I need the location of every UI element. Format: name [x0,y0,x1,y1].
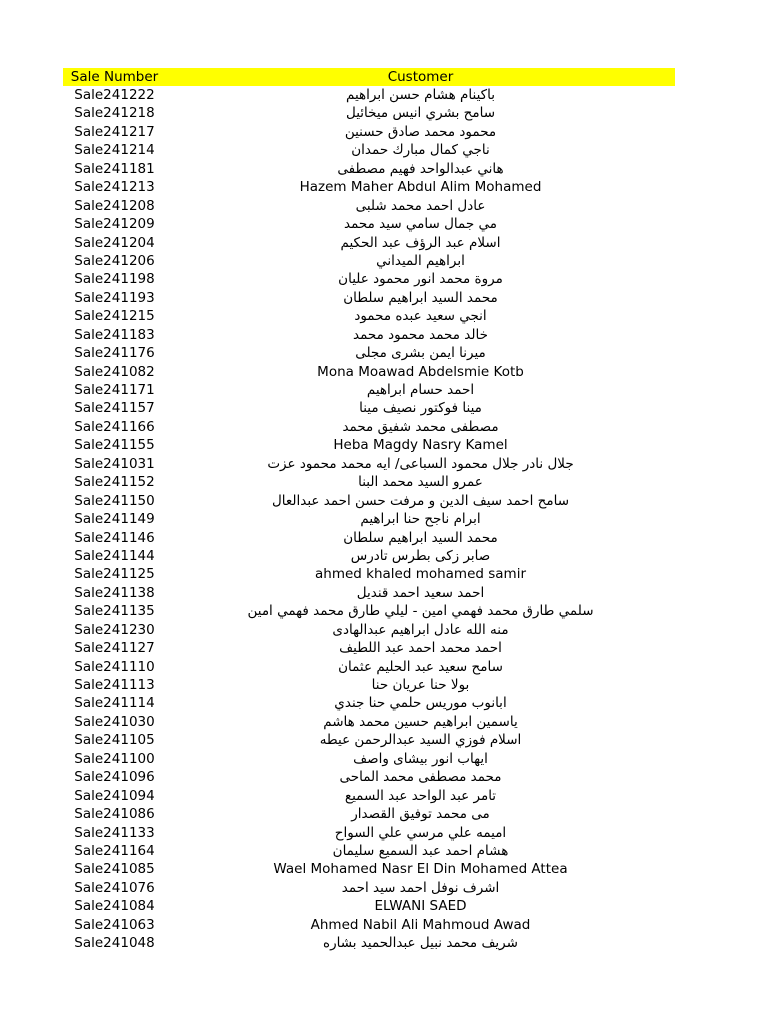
sale-number-cell: Sale241031 [74,455,155,472]
customer-cell: محمد السيد ابراهيم سلطان [343,289,498,306]
customer-cell: ELWANI SAED [374,898,467,915]
customer-cell: بولا حنا عريان حنا [371,677,470,693]
sale-number-cell: Sale241149 [74,511,155,528]
sale-number-cell: Sale241113 [74,677,155,693]
customer-cell: شريف محمد نبيل عبدالحميد بشاره [323,935,518,952]
table-row [63,289,675,307]
customer-cell: ناجي كمال مبارك حمدان [351,142,490,159]
customer-cell: عادل احمد محمد شلبى [355,197,486,214]
customer-cell: Ahmed Nabil Ali Mahmoud Awad [310,916,531,933]
table-row [63,879,675,897]
sale-number-cell: Sale241193 [74,289,155,306]
table-row [63,399,675,417]
customer-cell: انجي سعيد عبده محمود [354,308,487,325]
table-row [63,473,675,491]
customer-cell: هاني عبدالواحد فهيم مصطفى [337,160,504,177]
sale-number-cell: Sale241171 [74,382,155,398]
table-row [63,768,675,786]
table-row [63,916,675,934]
customer-cell: مى محمد توفيق القصدار [351,806,490,823]
sale-number-cell: Sale241217 [74,123,155,140]
sale-number-cell: Sale241138 [74,584,155,601]
customer-cell: مصطفى محمد شفيق محمد [342,418,499,435]
sale-number-cell: Sale241181 [74,160,155,177]
sale-number-cell: Sale241164 [74,842,155,859]
table-row [63,363,675,381]
customer-cell: Mona Moawad Abdelsmie Kotb [317,363,524,380]
table-row [63,197,675,215]
table-row [63,897,675,915]
sale-number-cell: Sale241150 [74,492,155,509]
customer-cell: Hazem Maher Abdul Alim Mohamed [299,179,542,196]
table-row [63,529,675,547]
sale-number-cell: Sale241096 [74,769,155,786]
customer-cell: احمد سعيد احمد قنديل [356,584,485,601]
customer-cell: احمد حسام ابراهيم [366,382,475,398]
table-row [63,141,675,159]
customer-cell: محمد السيد ابراهيم سلطان [343,529,498,546]
table-row [63,934,675,952]
sale-number-cell: Sale241198 [74,271,155,288]
table-row [63,326,675,344]
table-row [63,676,675,694]
table-row [63,860,675,878]
table-row [63,178,675,196]
table-row [63,694,675,712]
customer-cell: تامر عبد الواحد عبد السميع [344,787,497,804]
table-row [63,436,675,454]
customer-cell: سلمي طارق محمد فهمي امين - ليلي طارق محمد فهمي امين [247,603,594,620]
customer-cell: اشرف نوفل احمد سيد احمد [341,879,500,896]
table-row [63,713,675,731]
sale-number-cell: Sale241209 [74,216,155,233]
customer-cell: ابانوب موريس حلمي حنا جندي [334,695,507,712]
sale-number-cell: Sale241110 [74,658,155,675]
customer-cell: ابراهيم الميداني [376,252,465,269]
table-row [63,602,675,620]
sale-number-cell: Sale241176 [74,345,155,362]
sale-number-cell: Sale241082 [74,363,155,380]
customer-cell: منه الله عادل ابراهيم عبدالهادى [332,621,509,638]
customer-cell: عمرو السيد محمد البنا [358,474,483,491]
table-row [63,787,675,805]
table-row [63,510,675,528]
sale-number-cell: Sale241084 [74,898,155,915]
table-row [63,86,675,104]
customer-cell: ميرنا ايمن بشرى مجلى [355,345,486,362]
sale-number-cell: Sale241076 [74,879,155,896]
customer-cell: ابرام ناجح حنا ابراهيم [360,511,481,528]
sale-number-cell: Sale241155 [74,437,155,454]
sale-number-cell: Sale241086 [74,806,155,823]
customer-header: Customer [387,69,454,85]
customer-cell: اسلام فوزي السيد عبدالرحمن عيطه [319,732,522,749]
sale-number-cell: Sale241206 [74,252,155,269]
sale-number-cell: Sale241166 [74,418,155,435]
customer-cell: باكينام هشام حسن ابراهيم [346,87,495,103]
sale-number-cell: Sale241144 [74,547,155,564]
table-row [63,104,675,122]
sale-number-cell: Sale241114 [74,695,155,712]
customer-cell: ياسمين ابراهيم حسين محمد هاشم [323,713,518,730]
sale-number-cell: Sale241215 [74,308,155,325]
sale-number-cell: Sale241230 [74,621,155,638]
table-row [63,658,675,676]
sale-number-cell: Sale241133 [74,824,155,841]
table-row [63,621,675,639]
table-header-row [63,68,675,86]
table-row [63,824,675,842]
sale-number-cell: Sale241063 [74,916,155,933]
sale-number-cell: Sale241157 [74,400,155,417]
customer-cell: خالد محمد محمود محمد [353,326,488,343]
customer-cell: اميمه علي مرسي علي السواح [334,824,507,841]
sale-number-cell: Sale241183 [74,326,155,343]
sale-number-cell: Sale241048 [74,935,155,952]
customer-cell: سامح بشري انيس ميخائيل [345,105,496,122]
sale-number-cell: Sale241218 [74,105,155,122]
sale-number-cell: Sale241135 [74,603,155,620]
sale-number-cell: Sale241214 [74,142,155,159]
sale-number-cell: Sale241085 [74,861,155,878]
customer-cell: اسلام عبد الرؤف عبد الحكيم [340,234,501,251]
table-row [63,639,675,657]
sale-number-cell: Sale241213 [74,179,155,196]
customer-cell: هشام احمد عبد السميع سليمان [332,842,509,859]
table-row [63,270,675,288]
sale-number-cell: Sale241125 [74,566,155,583]
table-row [63,307,675,325]
table-row [63,842,675,860]
sale-number-cell: Sale241127 [74,640,155,657]
table-row [63,750,675,768]
sale-number-cell: Sale241208 [74,197,155,214]
table-row [63,805,675,823]
table-body [63,86,675,953]
customer-cell: سامح احمد سيف الدين و مرفت حسن احمد عبدالعال [271,492,570,509]
sale-number-cell: Sale241030 [74,713,155,730]
table-row [63,455,675,473]
customer-cell: صابر زكى بطرس تادرس [350,547,491,564]
table-row [63,565,675,583]
table-row [63,418,675,436]
sale-number-cell: Sale241152 [74,474,155,491]
customer-cell: مينا فوكتور نصيف مينا [359,400,482,417]
sales-table [63,68,675,953]
table-row [63,160,675,178]
sale-number-cell: Sale241146 [74,529,155,546]
customer-cell: Heba Magdy Nasry Kamel [333,437,508,454]
sale-number-cell: Sale241222 [74,87,155,103]
table-row [63,584,675,602]
sale-number-cell: Sale241204 [74,234,155,251]
customer-cell: احمد محمد احمد عبد اللطيف [339,640,502,657]
table-row [63,252,675,270]
sale-number-cell: Sale241100 [74,750,155,767]
customer-cell: مروة محمد انور محمود عليان [338,271,503,288]
table-row [63,547,675,565]
table-row [63,731,675,749]
table-row [63,234,675,252]
sale-number-header: Sale Number [70,69,159,85]
customer-cell: سامح سعيد عبد الحليم عثمان [338,658,503,675]
customer-cell: محمود محمد صادق حسنين [344,123,497,140]
table-row [63,215,675,233]
customer-cell: ايهاب انور بيشاى واصف [353,750,488,767]
sale-number-cell: Sale241094 [74,787,155,804]
table-row [63,344,675,362]
customer-cell: مي جمال سامي سيد محمد [344,216,497,233]
sale-number-cell: Sale241105 [74,732,155,749]
table-row [63,381,675,399]
customer-cell: Wael Mohamed Nasr El Din Mohamed Attea [273,861,568,878]
customer-cell: ahmed khaled mohamed samir [314,566,527,583]
table-row [63,123,675,141]
customer-cell: محمد مصطفى محمد الماحى [339,769,502,786]
table-row [63,492,675,510]
customer-cell: جلال نادر جلال محمود السباعى/ ايه محمد محمود عزت [267,455,574,472]
